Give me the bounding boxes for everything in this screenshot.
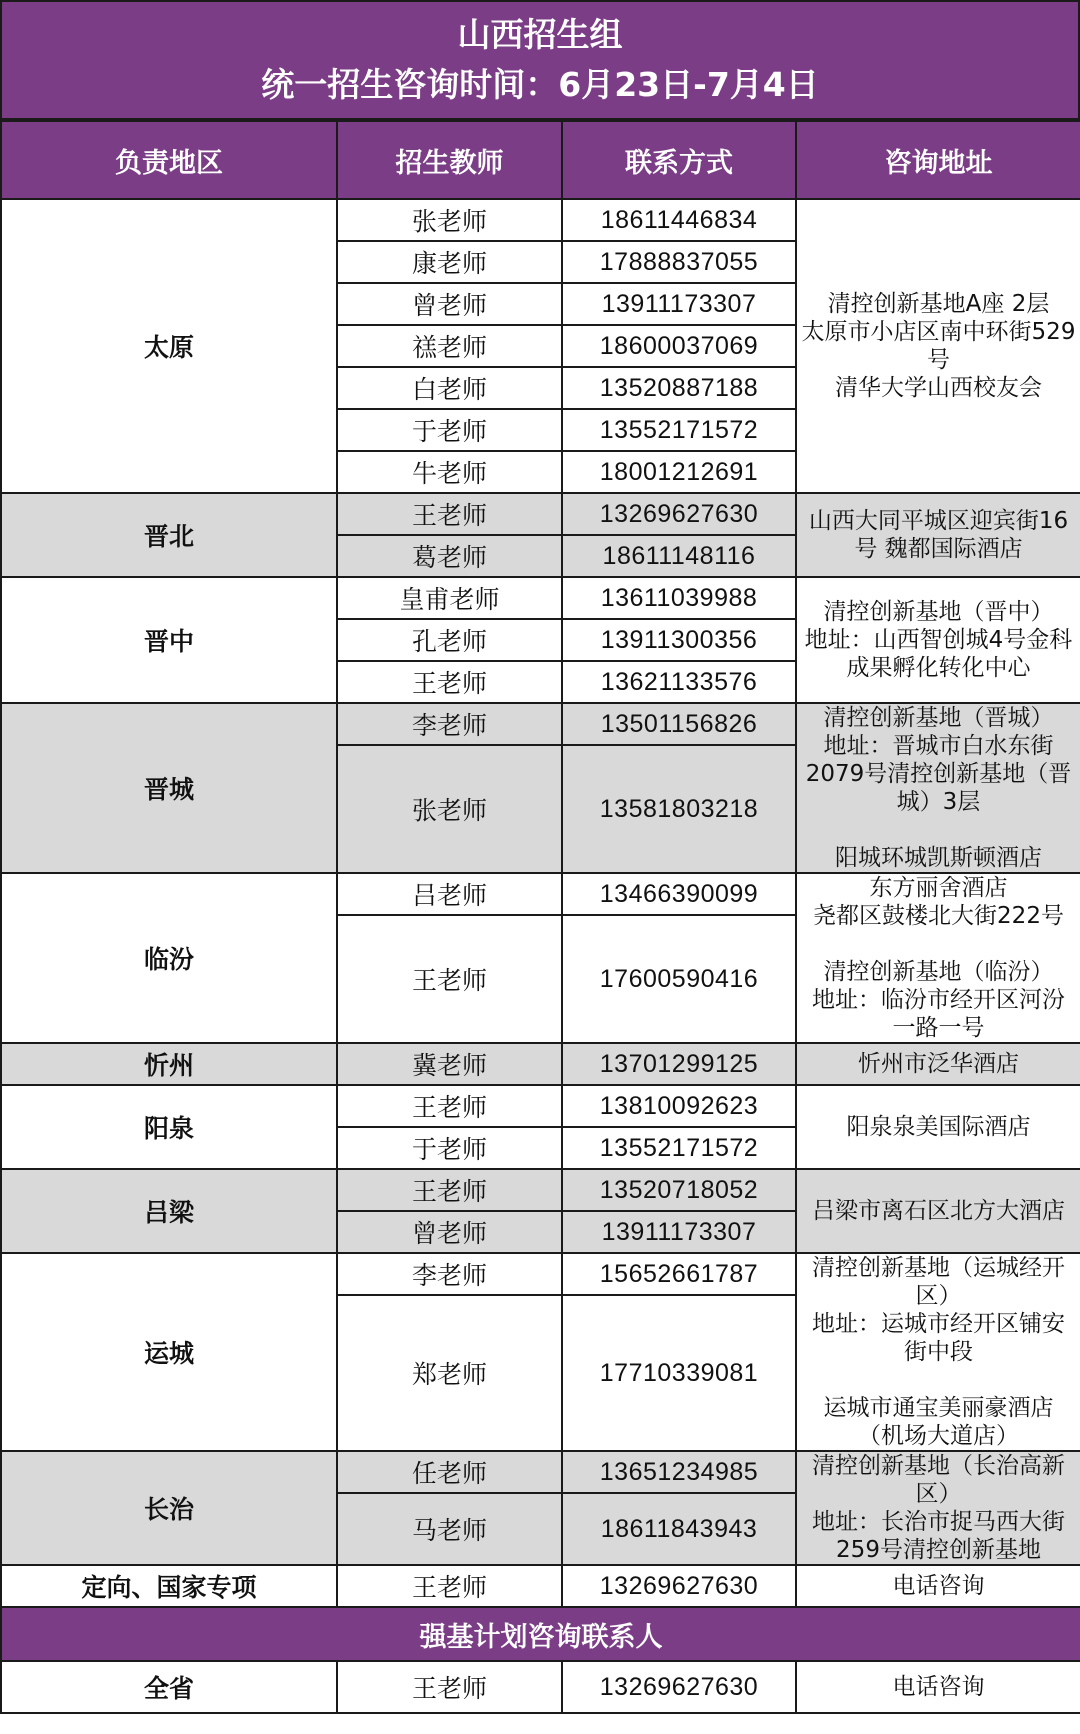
table-row	[1, 199, 1080, 241]
teacher-name: 于老师	[337, 409, 562, 451]
teacher-name: 冀老师	[337, 1043, 562, 1085]
region-name: 吕梁	[1, 1169, 337, 1253]
teacher-name: 王老师	[337, 493, 562, 535]
teacher-name: 王老师	[337, 1661, 562, 1713]
consultation-address: 电话咨询	[796, 1565, 1080, 1607]
consultation-address: 清控创新基地（晋城） 地址：晋城市白水东街2079号清控创新基地（晋城）3层 阳城环城凯斯顿酒店	[796, 703, 1080, 873]
phone-number[interactable]: 17710339081	[562, 1295, 796, 1451]
table-row	[1, 1451, 1080, 1493]
teacher-name: 曾老师	[337, 283, 562, 325]
consultation-address: 阳泉泉美国际酒店	[796, 1085, 1080, 1169]
qiangji-section-title: 强基计划咨询联系人	[1, 1607, 1080, 1661]
consultation-address: 清控创新基地（晋中） 地址：山西智创城4号金科成果孵化转化中心	[796, 577, 1080, 703]
region-name: 晋中	[1, 577, 337, 703]
phone-number[interactable]: 13520718052	[562, 1169, 796, 1211]
phone-number[interactable]: 18600037069	[562, 325, 796, 367]
consultation-period: 统一招生咨询时间：6月23日-7月4日	[261, 65, 819, 104]
teacher-name: 牛老师	[337, 451, 562, 493]
phone-number[interactable]: 13651234985	[562, 1451, 796, 1493]
teacher-name: 郑老师	[337, 1295, 562, 1451]
consultation-address: 清控创新基地（运城经开区） 地址：运城市经开区铺安街中段 运城市通宝美丽豪酒店（机场大道店）	[796, 1253, 1080, 1451]
region-name: 晋城	[1, 703, 337, 873]
table-row	[1, 1043, 1080, 1085]
phone-number[interactable]: 13520887188	[562, 367, 796, 409]
teacher-name: 王老师	[337, 1565, 562, 1607]
region-name: 忻州	[1, 1043, 337, 1085]
region-name: 晋北	[1, 493, 337, 577]
column-header-address: 咨询地址	[796, 121, 1080, 199]
teacher-name: 李老师	[337, 703, 562, 745]
consultation-address: 电话咨询	[796, 1661, 1080, 1713]
region-name: 运城	[1, 1253, 337, 1451]
table-row	[1, 1085, 1080, 1127]
contact-table	[0, 120, 1080, 1714]
table-row	[1, 703, 1080, 745]
table-body	[1, 199, 1080, 1713]
table-row	[1, 1253, 1080, 1295]
phone-number[interactable]: 13269627630	[562, 1565, 796, 1607]
consultation-address: 忻州市泛华酒店	[796, 1043, 1080, 1085]
phone-number[interactable]: 13501156826	[562, 703, 796, 745]
phone-number[interactable]: 18611843943	[562, 1493, 796, 1565]
teacher-name: 张老师	[337, 745, 562, 873]
phone-number[interactable]: 18001212691	[562, 451, 796, 493]
consultation-address: 山西大同平城区迎宾街16号 魏都国际酒店	[796, 493, 1080, 577]
phone-number[interactable]: 18611148116	[562, 535, 796, 577]
table-row	[1, 1169, 1080, 1211]
consultation-address: 吕梁市离石区北方大酒店	[796, 1169, 1080, 1253]
teacher-name: 王老师	[337, 915, 562, 1043]
teacher-name: 葛老师	[337, 535, 562, 577]
region-name: 定向、国家专项	[1, 1565, 337, 1607]
title-banner	[0, 0, 1080, 120]
phone-number[interactable]: 13466390099	[562, 873, 796, 915]
region-name: 全省	[1, 1661, 337, 1713]
region-name: 临汾	[1, 873, 337, 1043]
teacher-name: 马老师	[337, 1493, 562, 1565]
phone-number[interactable]: 13810092623	[562, 1085, 796, 1127]
teacher-name: 张老师	[337, 199, 562, 241]
teacher-name: 康老师	[337, 241, 562, 283]
region-name: 长治	[1, 1451, 337, 1565]
teacher-name: 曾老师	[337, 1211, 562, 1253]
qiangji-section-row	[1, 1607, 1080, 1661]
consultation-address: 东方丽舍酒店 尧都区鼓楼北大街222号 清控创新基地（临汾） 地址：临汾市经开区河汾一路一号	[796, 873, 1080, 1043]
phone-number[interactable]: 13911173307	[562, 283, 796, 325]
phone-number[interactable]: 13269627630	[562, 493, 796, 535]
phone-number[interactable]: 13611039988	[562, 577, 796, 619]
table-row	[1, 873, 1080, 915]
phone-number[interactable]: 13269627630	[562, 1661, 796, 1713]
consultation-address: 清控创新基地A座 2层 太原市小店区南中环街529号 清华大学山西校友会	[796, 199, 1080, 493]
phone-number[interactable]: 13552171572	[562, 1127, 796, 1169]
teacher-name: 王老师	[337, 1169, 562, 1211]
teacher-name: 王老师	[337, 1085, 562, 1127]
teacher-name: 于老师	[337, 1127, 562, 1169]
phone-number[interactable]: 17888837055	[562, 241, 796, 283]
region-name: 太原	[1, 199, 337, 493]
teacher-name: 吕老师	[337, 873, 562, 915]
phone-number[interactable]: 17600590416	[562, 915, 796, 1043]
table-row	[1, 1661, 1080, 1713]
phone-number[interactable]: 18611446834	[562, 199, 796, 241]
phone-number[interactable]: 13701299125	[562, 1043, 796, 1085]
phone-number[interactable]: 13621133576	[562, 661, 796, 703]
phone-number[interactable]: 13911173307	[562, 1211, 796, 1253]
teacher-name: 禚老师	[337, 325, 562, 367]
consultation-address: 清控创新基地（长治高新区） 地址：长治市捉马西大街259号清控创新基地	[796, 1451, 1080, 1565]
phone-number[interactable]: 13581803218	[562, 745, 796, 873]
phone-number[interactable]: 13911300356	[562, 619, 796, 661]
column-header-region: 负责地区	[1, 121, 337, 199]
table-header-row	[1, 121, 1080, 199]
teacher-name: 李老师	[337, 1253, 562, 1295]
region-name: 阳泉	[1, 1085, 337, 1169]
table-row	[1, 493, 1080, 535]
teacher-name: 白老师	[337, 367, 562, 409]
table-row	[1, 577, 1080, 619]
column-header-teacher: 招生教师	[337, 121, 562, 199]
table-row	[1, 1565, 1080, 1607]
page-title: 山西招生组	[457, 15, 623, 54]
teacher-name: 孔老师	[337, 619, 562, 661]
column-header-contact: 联系方式	[562, 121, 796, 199]
phone-number[interactable]: 15652661787	[562, 1253, 796, 1295]
teacher-name: 王老师	[337, 661, 562, 703]
teacher-name: 任老师	[337, 1451, 562, 1493]
phone-number[interactable]: 13552171572	[562, 409, 796, 451]
teacher-name: 皇甫老师	[337, 577, 562, 619]
